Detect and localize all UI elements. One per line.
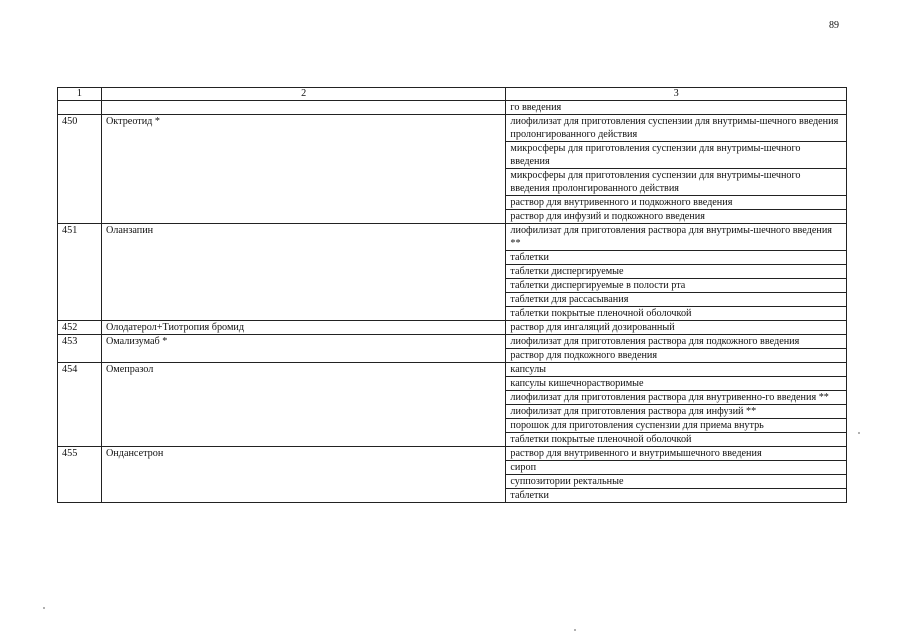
dosage-form: таблетки — [506, 251, 847, 265]
drug-name: Омепразол — [101, 363, 505, 447]
dosage-form: таблетки для рассасывания — [506, 293, 847, 307]
dosage-form: лиофилизат для приготовления раствора для внутривенно-го введения ** — [506, 391, 847, 405]
row-number: 450 — [58, 115, 102, 224]
dosage-form: таблетки покрытые пленочной оболочкой — [506, 307, 847, 321]
header-col-1: 1 — [58, 88, 102, 101]
dosage-form: порошок для приготовления суспензии для приема внутрь — [506, 419, 847, 433]
table-row — [58, 335, 847, 349]
table-row — [58, 115, 847, 142]
row-number: 451 — [58, 224, 102, 321]
dosage-form: раствор для ингаляций дозированный — [506, 321, 847, 335]
scan-speck — [574, 629, 576, 631]
row-number: 454 — [58, 363, 102, 447]
scan-speck — [858, 432, 860, 434]
row-number: 455 — [58, 447, 102, 503]
table-row — [58, 363, 847, 377]
dosage-form: лиофилизат для приготовления раствора для внутримы-шечного введения ** — [506, 224, 847, 251]
table-row — [58, 321, 847, 335]
dosage-form: капсулы кишечнорастворимые — [506, 377, 847, 391]
drug-name: Октреотид * — [101, 115, 505, 224]
dosage-form: таблетки покрытые пленочной оболочкой — [506, 433, 847, 447]
dosage-form: лиофилизат для приготовления раствора для подкожного введения — [506, 335, 847, 349]
drug-name: Оланзапин — [101, 224, 505, 321]
table-row — [58, 447, 847, 461]
continuation-form: го введения — [506, 101, 847, 115]
dosage-form: раствор для подкожного введения — [506, 349, 847, 363]
dosage-form: микросферы для приготовления суспензии для внутримы-шечного введения пролонгированного действия — [506, 169, 847, 196]
dosage-form: сироп — [506, 461, 847, 475]
dosage-form: микросферы для приготовления суспензии для внутримы-шечного введения — [506, 142, 847, 169]
dosage-form: таблетки — [506, 489, 847, 503]
table-row — [58, 224, 847, 251]
dosage-form: суппозитории ректальные — [506, 475, 847, 489]
dosage-form: лиофилизат для приготовления раствора для инфузий ** — [506, 405, 847, 419]
header-col-2: 2 — [101, 88, 505, 101]
table-header-row — [58, 88, 847, 101]
dosage-form: раствор для внутривенного и внутримышечного введения — [506, 447, 847, 461]
dosage-form: капсулы — [506, 363, 847, 377]
scan-speck — [43, 607, 45, 609]
dosage-form: лиофилизат для приготовления суспензии для внутримы-шечного введения пролонгированного действия — [506, 115, 847, 142]
drug-name: Олодатерол+Тиотропия бромид — [101, 321, 505, 335]
dosage-form: таблетки диспергируемые — [506, 265, 847, 279]
drug-name: Ондансетрон — [101, 447, 505, 503]
drug-table — [57, 87, 847, 503]
header-col-3: 3 — [506, 88, 847, 101]
dosage-form: раствор для инфузий и подкожного введения — [506, 210, 847, 224]
row-number: 453 — [58, 335, 102, 363]
page-number: 89 — [829, 20, 839, 31]
dosage-form: раствор для внутривенного и подкожного введения — [506, 196, 847, 210]
continuation-row — [58, 101, 847, 115]
drug-name: Омализумаб * — [101, 335, 505, 363]
row-number: 452 — [58, 321, 102, 335]
dosage-form: таблетки диспергируемые в полости рта — [506, 279, 847, 293]
